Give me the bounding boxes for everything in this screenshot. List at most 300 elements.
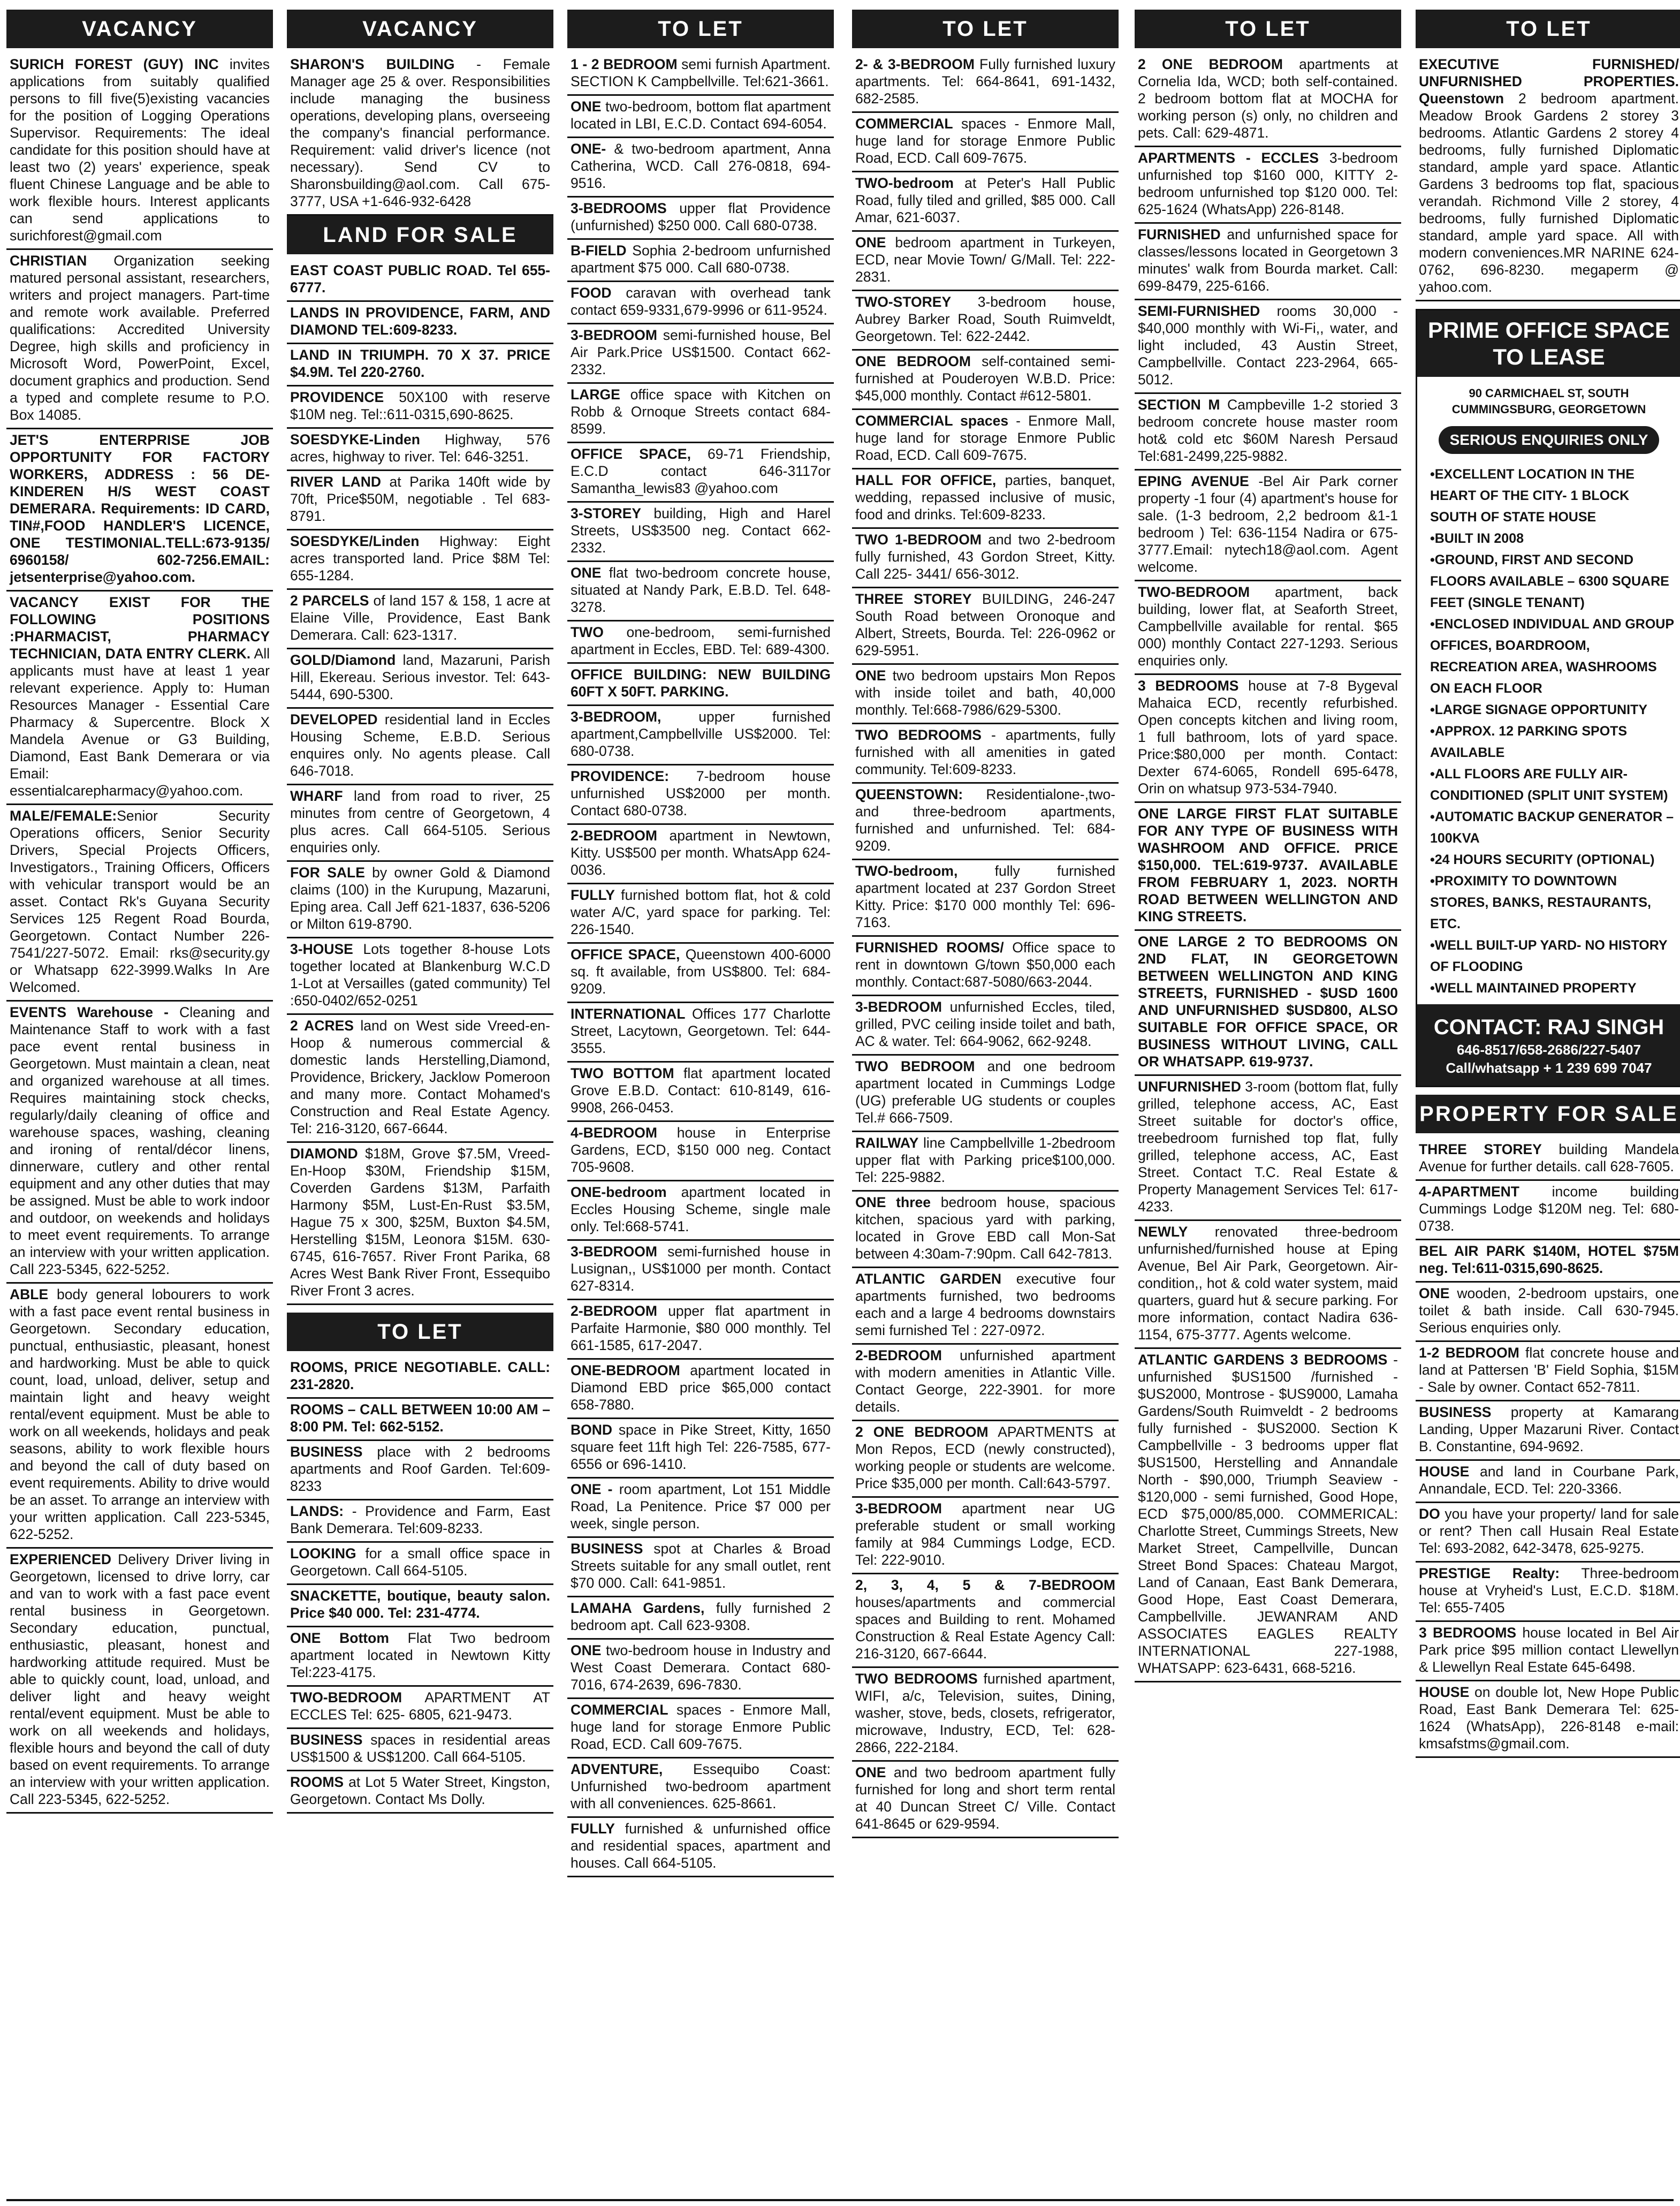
classified-ad <box>6 250 273 429</box>
ad-body: renovated three-bedroom unfurnished/furnished house at Eping Avenue, Bel Air Park, Georgetown. Air-condition,, hot & cold water system, maid quarters, guard hut & secure parking. For more information, contact Nadira 636-1154, 675-3777. Agents welcome. <box>1138 1224 1398 1343</box>
classified-ad <box>852 996 1119 1056</box>
ad-keyword: TWO-BEDROOM <box>1138 584 1250 600</box>
ad-keyword: WHARF <box>290 788 343 804</box>
ad-body: Three-bedroom house at Vryheid's Lust, E.C.D. $18M. Tel: 655-7405 <box>1419 1565 1679 1616</box>
section-header: VACANCY <box>6 10 273 48</box>
ad-keyword: MALE/FEMALE: <box>10 808 117 824</box>
classified-ad <box>287 1399 553 1441</box>
classified-ad <box>852 1192 1119 1268</box>
ad-keyword: 1 - 2 BEDROOM <box>571 56 678 72</box>
column-2 <box>287 10 553 1814</box>
ad-keyword: ONE <box>1419 1285 1450 1301</box>
classified-ad <box>567 825 834 884</box>
classified-ad <box>1416 1283 1680 1342</box>
ad-keyword: ATLANTIC GARDEN <box>855 1271 1002 1287</box>
classified-ad <box>567 324 834 384</box>
serious-enquiries-badge: SERIOUS ENQUIRIES ONLY <box>1439 426 1659 454</box>
promo-feature: •AUTOMATIC BACKUP GENERATOR – 100KVA <box>1430 809 1674 846</box>
ad-body: - apartments, fully furnished with all amenities in gated community. Tel:609-8233. <box>855 727 1115 777</box>
ad-keyword: ONE <box>855 234 886 251</box>
ad-body: Queenstown 400-6000 sq. ft available, from US$800. Tel: 684-9209. <box>571 946 831 997</box>
ad-body: Lots together 8-house Lots together located at Blankenburg W.C.D 1-Lot at Versailles (gated community) Tel :650-0402/652-0251 <box>290 941 550 1009</box>
ad-body: spaces - Enmore Mall, huge land for storage Enmore Public Road, ECD. Call 609-7675. <box>571 1702 831 1752</box>
ad-body: of land 157 & 158, 1 acre at Elaine Ville, Providence, East Bank Demerara. Call: 623-1317. <box>290 593 550 643</box>
ad-body: spaces in residential areas US$1500 & US$1200. Call 664-5105. <box>290 1732 550 1765</box>
ad-keyword: 2 ONE BEDROOM <box>855 1424 989 1440</box>
classified-ad <box>1135 581 1401 675</box>
ad-body: apartment located in Eccles Housing Scheme, single male only. Tel:668-5741. <box>571 1184 831 1234</box>
ad-body: fully furnished apartment located at 237 Gordon Street Kitty. Price: $170 000 monthly Tel: 696-7163. <box>855 863 1115 930</box>
ad-keyword: CHRISTIAN <box>10 253 87 269</box>
ad-keyword: BOND <box>571 1422 613 1438</box>
ad-keyword: ONE <box>855 1764 886 1780</box>
ad-body: Highway, 576 acres, highway to river. Tel: 646-3251. <box>290 431 550 465</box>
ad-keyword: QUEENSTOWN: <box>855 786 963 802</box>
ad-body: -Bel Air Park corner property -1 four (4) apartment's house for sale. (1-3 bedroom, 2,2 bedroom &1-1 bedroom ) Tel: 636-1154 Nadira or 675-3777.Email: nytech18@aol.com. Agent welcome. <box>1138 473 1398 575</box>
ad-keyword: TWO <box>571 624 604 640</box>
ad-body: Organization seeking matured personal assistant, researchers, writers and project managers. Part-time and remote work available. Preferred qualifications: Accredited University Degree, high skills and proficiency in Microsoft Word, PowerPoint, Excel, document graphics and production. Send a typed and complete resume to P.O. Box 14085. <box>10 253 270 423</box>
ad-keyword: DEVELOPED <box>290 711 378 727</box>
ad-body: and land in Courbane Park, Annandale, ECD. Tel: 220-3366. <box>1419 1464 1679 1497</box>
ad-keyword: OFFICE BUILDING: NEW BUILDING 60FT X 50FT. PARKING. <box>571 666 831 700</box>
classified-ad <box>1416 1139 1680 1181</box>
ad-body: and two bedroom apartment fully furnished for long and short term rental at 40 Duncan Street C/ Ville. Contact 641-8645 or 629-9594. <box>855 1764 1115 1832</box>
classified-ad <box>852 588 1119 665</box>
ad-keyword: RAILWAY <box>855 1135 919 1151</box>
ad-keyword: JET'S ENTERPRISE JOB OPPORTUNITY FOR FACTORY WORKERS, ADDRESS : 56 DE-KINDEREN H/S WEST COAST DEMERARA. Requirements: ID CARD, TIN#,FOOD HANDLER'S LICENCE, ONE TESTIMONIAL.TELL:673-9135/ 6960158/ 602-7256.EMAIL: jetsenterprise@yahoo.com. <box>10 432 270 585</box>
ad-body: executive four apartments furnished, two bedrooms each and a large 4 bedrooms downstairs semi furnished Tel : 227-0972. <box>855 1271 1115 1338</box>
classified-ad <box>1416 1622 1680 1681</box>
ad-keyword: SHARON'S BUILDING <box>290 56 455 72</box>
ad-keyword: ONE LARGE FIRST FLAT SUITABLE FOR ANY TYPE OF BUSINESS WITH WASHROOM AND OFFICE. PRICE $150,000. TEL:619-9737. AVAILABLE FROM FEBRUARY 1, 2023. NORTH ROAD BETWEEN WELLINGTON AND KING STREETS. <box>1138 806 1398 924</box>
classified-ad <box>567 562 834 621</box>
ad-body: 2 bedroom apartment. Meadow Brook Gardens 2 storey 3 bedrooms. Atlantic Gardens 2 storey 4 bedrooms, fully furnished Diplomatic standard, ample yard space. Atlantic Gardens 3 bedrooms top flat, spacious verandah. Richmond Ville 2 storey, 4 bedrooms, fully furnished Diplomatic standard, ample yard space. All with modern conveniences.MR NARINE 624-0762, 696-8230. megaperm @ yahoo.com. <box>1419 90 1679 295</box>
classified-ad <box>1416 1401 1680 1461</box>
ad-keyword: OFFICE SPACE, <box>571 946 680 962</box>
classified-ad <box>1416 54 1680 301</box>
classified-ad <box>852 54 1119 113</box>
ad-body: furnished bottom flat, hot & cold water A/C, yard space for parking. Tel: 226-1540. <box>571 887 831 937</box>
classified-ad <box>852 1498 1119 1574</box>
ad-keyword: FURNISHED <box>1138 226 1221 242</box>
promo-feature: •BUILT IN 2008 <box>1430 531 1524 546</box>
ad-body: self-contained semi-furnished at Pouderoyen W.B.D. Price: $45,000 monthly. Contact #612-5801. <box>855 353 1115 404</box>
ad-keyword: OFFICE SPACE, <box>571 446 691 462</box>
ad-keyword: EXECUTIVE FURNISHED/ UNFURNISHED PROPERTIES. Queenstown <box>1419 56 1679 107</box>
ad-keyword: 3-BEDROOM <box>855 1500 942 1517</box>
classified-ad <box>1135 394 1401 471</box>
column-5 <box>1135 10 1401 1682</box>
classified-ad <box>6 429 273 592</box>
ad-keyword: TWO 1-BEDROOM <box>855 532 982 548</box>
ad-keyword: SOESDYKE-Linden <box>290 431 420 448</box>
ad-body: apartment near UG preferable student or small working family at 984 Cummings Lodge, ECD. Tel: 222-9010. <box>855 1500 1115 1568</box>
ad-body: Residentialone-,two-and three-bedroom apartments, furnished and unfurnished. Tel: 684-9209. <box>855 786 1115 854</box>
classified-ad <box>567 1300 834 1360</box>
ad-keyword: 3-HOUSE <box>290 941 353 957</box>
ad-body: Campbeville 1-2 storied 3 bedroom concrete house master room hot& cold etc $60M Naresh Persaud Tel:681-2499,225-9882. <box>1138 397 1398 464</box>
ad-body: line Campbellville 1-2bedroom upper flat with Parking price$100,000. Tel: 225-9882. <box>855 1135 1115 1185</box>
ad-body: two-bedroom, bottom flat apartment located in LBI, E.C.D. Contact 694-6054. <box>571 98 831 132</box>
ad-body: upper flat apartment in Parfaite Harmonie, $80 000 monthly. Tel 661-1585, 617-2047. <box>571 1303 831 1353</box>
classified-ad <box>287 1500 553 1543</box>
classified-ad <box>567 1538 834 1597</box>
ad-keyword: BUSINESS <box>571 1541 643 1557</box>
classified-ad <box>1416 1503 1680 1563</box>
ad-keyword: PROVIDENCE: <box>571 768 670 784</box>
ad-keyword: LOOKING <box>290 1545 356 1561</box>
classified-ad <box>567 621 834 664</box>
ad-body: house located in Bel Air Park price $95 million contact Llewellyn & Llewellyn Real Estate 645-6498. <box>1419 1625 1679 1675</box>
classified-ad <box>1135 931 1401 1076</box>
ad-keyword: LANDS: <box>290 1503 344 1519</box>
ad-body: & two-bedroom apartment, Anna Catherina, WCD. Call 276-0818, 694-9516. <box>571 141 831 191</box>
ad-keyword: THREE STOREY <box>1419 1141 1542 1157</box>
classified-ad <box>287 302 553 344</box>
ad-keyword: VACANCY EXIST FOR THE FOLLOWING POSITIONS :PHARMACIST, PHARMACY TECHNICIAN, DATA ENTRY CLERK. <box>10 594 270 662</box>
ad-body: 3-room (bottom flat, fully grilled, telephone access, AC, East Street suitable for doctor's office, treebedroom furnished top flat, fully grilled, telephone access, AC, East Street. Contact T.C. Real Estate & Property Management Services Tel: 617-4233. <box>1138 1079 1398 1215</box>
classified-ad <box>287 785 553 862</box>
section-header: TO LET <box>1416 10 1680 48</box>
ad-body: Senior Security Operations officers, Senior Security Drivers, Special Projects Officers, Investigators., Training Officers, Officers with vehicular transport would be an asset. Contact Rk's Guyana Security Services 125 Regent Road Bourda, Georgetown. Contact Number 226-7541/227-5072. Email: rks@security.gy or Whatsapp 622-3999.Walks In Are Welcomed. <box>10 808 270 995</box>
ad-body: furnished apartment, WIFI, a/c, Television, suites, Dining, washer, stove, beds, closets, refrigerator, microwave, Industry, ECD, Tel: 628-2866, 222-2184. <box>855 1671 1115 1755</box>
ad-keyword: 3-BEDROOM <box>855 999 942 1015</box>
classified-ad <box>567 1699 834 1758</box>
classified-ad <box>287 709 553 785</box>
classified-ad <box>6 1002 273 1284</box>
ad-keyword: SECTION M <box>1138 397 1220 413</box>
ad-keyword: 2 PARCELS <box>290 593 369 609</box>
ad-keyword: COMMERCIAL <box>855 116 953 132</box>
ad-body: unfurnished Eccles, tiled, grilled, PVC ceiling inside toilet and bath, AC & water. Tel: 664-9062, 662-9248. <box>855 999 1115 1049</box>
ad-body: upper flat Providence (unfurnished) $250 000. Call 680-0738. <box>571 200 831 233</box>
classified-ad <box>567 384 834 443</box>
ad-keyword: NEWLY <box>1138 1224 1188 1240</box>
ad-body: room apartment, Lot 151 Middle Road, La Penitence. Price $7 000 per week, single person. <box>571 1481 831 1532</box>
section-header: TO LET <box>567 10 834 48</box>
ad-body: spaces - Enmore Mall, huge land for storage Enmore Public Road, ECD. Call 609-7675. <box>855 116 1115 166</box>
classified-ad <box>1416 1342 1680 1401</box>
ad-body: 69-71 Friendship, E.C.D contact 646-3117or Samantha_lewis83 @yahoo.com <box>571 446 831 496</box>
classified-ad <box>852 1056 1119 1132</box>
ad-keyword: ROOMS, PRICE NEGOTIABLE. CALL: 231-2820. <box>290 1359 550 1392</box>
classified-ad <box>1135 675 1401 803</box>
promo-feature: •GROUND, FIRST AND SECOND FLOORS AVAILABLE – 6300 SQUARE FEET (SINGLE TENANT) <box>1430 552 1669 610</box>
ad-keyword: FOOD <box>571 285 612 301</box>
ad-keyword: LAMAHA Gardens, <box>571 1600 705 1616</box>
ad-body: house in Enterprise Gardens, ECD, $150 000 neg. Contact 705-9608. <box>571 1125 831 1175</box>
ad-keyword: EAST COAST PUBLIC ROAD. Tel 655-6777. <box>290 262 550 295</box>
ad-body: APARTMENTS at Mon Repos, ECD (newly constructed), working people or students are welcome. Price $35,000 per month. Call:643-5797. <box>855 1424 1115 1491</box>
ad-body: semi furnish Apartment. SECTION K Campbellville. Tel:621-3661. <box>571 56 831 89</box>
ad-body: furnished & unfurnished office and residential spaces, apartment and houses. Call 664-5105. <box>571 1821 831 1871</box>
ad-keyword: 3-BEDROOM, <box>571 709 662 725</box>
ad-keyword: TWO BEDROOMS <box>855 727 982 743</box>
ad-keyword: ONE Bottom <box>290 1630 389 1646</box>
ad-body: office space with Kitchen on Robb & Ornoque Streets contact 684-8599. <box>571 386 831 437</box>
ad-body: caravan with overhead tank contact 659-9331,679-9996 or 611-9524. <box>571 285 831 318</box>
ad-body: Highway: Eight acres transported land. Price $8M Tel: 655-1284. <box>290 533 550 583</box>
classified-ad <box>287 386 553 429</box>
ad-body: 50X100 with reserve $10M neg. Tel::611-0315,690-8625. <box>290 389 550 422</box>
ad-body: upper furnished apartment,Campbellville US$2000. Tel: 680-0738. <box>571 709 831 759</box>
ad-body: house at 7-8 Bygeval Mahaica ECD, recently refurbished. Open concepts kitchen and living room, 1 full bathroom, lots of yard space. Price:$80,000 per month. Contact: Dexter 674-6065, Rondell 695-6478, Orin on whatsup 973-534-7940. <box>1138 678 1398 797</box>
promo-feature: •APPROX. 12 PARKING SPOTS AVAILABLE <box>1430 724 1628 760</box>
classified-ad <box>567 1241 834 1300</box>
classified-ad <box>287 530 553 590</box>
ad-keyword: ATLANTIC GARDENS 3 BEDROOMS <box>1138 1352 1388 1368</box>
classified-ad <box>567 944 834 1003</box>
classified-ad <box>6 592 273 805</box>
ad-keyword: DIAMOND <box>290 1146 358 1162</box>
classified-ad <box>852 665 1119 724</box>
office-space-display-ad <box>1416 309 1680 1087</box>
ad-keyword: ONE <box>571 565 602 581</box>
contact-phones: 646-8517/658-2686/227-5407 <box>1456 1042 1641 1058</box>
ad-keyword: RIVER LAND <box>290 474 382 490</box>
section-header: TO LET <box>287 1313 553 1351</box>
classified-ad <box>567 1640 834 1699</box>
promo-feature: •ENCLOSED INDIVIDUAL AND GROUP OFFICES, BOARDROOM, RECREATION AREA, WASHROOMS ON EACH FLOOR <box>1430 617 1674 696</box>
ad-keyword: 4-BEDROOM <box>571 1125 657 1141</box>
ad-body: Fully furnished luxury apartments. Tel: 664-8641, 691-1432, 682-2585. <box>855 56 1115 107</box>
ad-body: - unfurnished $US1500 /furnished - $US2000, Montrose - $US9000, Lamaha Gardens/South Ruimveldt - 2 bedrooms fully furnished - $US2000. Section K Campbellville - 3 bedrooms upper flat $US1500, Herstelling and Annandale North - $90,000, Triumph Seaview - $120,000 - semi furnished, Good Hope, ECD $75,000/85,000. COMMERICAL: Charlotte Street, Cummings Streets, New Market Street, Campellville, Duncan Street Bond Spaces: Chateau Margot, Land of Canaan, East Bank Demerara, Good Hope, East Coast Demerara, Campbellville. JEWANRAM AND ASSOCIATES EAGLES REALTY INTERNATIONAL 227-1988, WHATSAPP: 623-6431, 668-5216. <box>1138 1352 1398 1676</box>
ad-keyword: 3 BEDROOMS <box>1138 678 1239 694</box>
ad-body: at Parika 140ft wide by 70ft, Price$50M, negotiable . Tel 683-8791. <box>290 474 550 524</box>
ad-keyword: DO <box>1419 1506 1440 1522</box>
ad-keyword: ONE- <box>571 141 606 157</box>
ad-body: apartment, back building, lower flat, at Seaforth Street, Campbellville available for rental. $65 000) monthly Contact 227-1293. Serious enquiries only. <box>1138 584 1398 669</box>
ad-body: Cleaning and Maintenance Staff to work with a fast pace event rental business in Georgetown. Must maintain a clean, neat and organized warehouse at all times. Requires maintaining stock checks, regularly/daily cleaning of office and warehouse spaces, washing, cleaning and ironing of rental/décor linens, dinnerware, cutlery and other rental equipment and any other duties that may be assigned. Must be able to work indoor and outdoor, on weekends and holidays to meet event requirements. To arrange an interview with your written application. Call 223-5345, 622-5252. <box>10 1004 270 1277</box>
ad-body: two-bedroom house in Industry and West Coast Demerara. Contact 680-7016, 674-2639, 696-7830. <box>571 1642 831 1693</box>
ad-keyword: THREE STOREY <box>855 591 972 607</box>
classified-ad <box>852 291 1119 351</box>
ad-keyword: FOR SALE <box>290 865 365 881</box>
ad-keyword: TWO-STOREY <box>855 294 952 310</box>
classified-ad <box>852 469 1119 529</box>
ad-keyword: 2-BEDROOM <box>855 1347 942 1363</box>
ad-body: and two 2-bedroom fully furnished, 43 Gordon Street, Kitty. Call 225- 3441/ 656-3012. <box>855 532 1115 582</box>
ad-keyword: GOLD/Diamond <box>290 652 396 668</box>
classified-ad <box>287 649 553 709</box>
classified-ad <box>287 1687 553 1729</box>
ad-body: apartments at Cornelia Ida, WCD; both self-contained. 2 bedroom bottom flat at MOCHA for working person (s) only, no children and pets. Call: 629-4871. <box>1138 56 1398 141</box>
classified-ad <box>1416 1563 1680 1622</box>
ad-body: space in Pike Street, Kitty, 1650 square feet 11ft high Tel: 226-7585, 677-6556 or 696-1410. <box>571 1422 831 1472</box>
classified-ad <box>287 1543 553 1585</box>
ad-keyword: ONE <box>571 1642 602 1658</box>
ad-keyword: 1-2 BEDROOM <box>1419 1345 1519 1361</box>
ad-body: - Enmore Mall, huge land for storage Enmore Public Road, ECD. Call 609-7675. <box>855 413 1115 463</box>
ad-keyword: ONE-BEDROOM <box>571 1362 680 1378</box>
promo-feature: •EXCELLENT LOCATION IN THE HEART OF THE CITY- 1 BLOCK SOUTH OF STATE HOUSE <box>1430 467 1635 525</box>
ad-body: wooden, 2-bedroom upstairs, one toilet & bath inside. Call 630-7945. Serious enquiries only. <box>1419 1285 1679 1336</box>
ad-body: for a small office space in Georgetown. Call 664-5105. <box>290 1545 550 1579</box>
ad-keyword: TWO-BEDROOM <box>290 1689 402 1705</box>
ad-body: Delivery Driver living in Georgetown, licensed to drive lorry, car and van to work with a fast pace event rental business in Georgetown. Secondary education, punctual, enthusiastic, pleasant, honest and hardworking attitude required. Must be able to quickly count, load, unload, and deliver light and heavy weight rental/event equipment. Must be able to work on all weekends and holidays, flexible hours and beyond the call of duty based on event requirements. To arrange an interview with your written application. Call 223-5345, 622-5252. <box>10 1551 270 1807</box>
ad-keyword: APARTMENTS - ECCLES <box>1138 150 1319 166</box>
section-header: PROPERTY FOR SALE <box>1416 1095 1680 1133</box>
column-4 <box>852 10 1119 1838</box>
ad-keyword: ADVENTURE, <box>571 1761 663 1777</box>
ad-body: All applicants must have at least 1 year relevant experience. Apply to: Human Resources Manager - Essential Care Pharmacy & Supercentre. Block X Mandela Avenue or G3 Building, Diamond, East Bank Demerara or via Email: essentialcarepharmacy@yahoo.com. <box>10 646 270 799</box>
ad-body: land on West side Vreed-en-Hoop & numerous commercial & domestic lands Herstelling,Diamond, Providence, Brickery, Jacklow Pomeroon and many more. Contact Mohamed's Construction and Real Estate Agency. Tel: 216-3120, 667-6644. <box>290 1018 550 1136</box>
classified-ad <box>567 1419 834 1479</box>
ad-keyword: TWO-bedroom <box>855 175 954 191</box>
column-1 <box>6 10 273 1814</box>
ad-keyword: 3-STOREY <box>571 505 642 521</box>
contact-name: CONTACT: RAJ SINGH <box>1433 1015 1664 1039</box>
ad-body: Offices 177 Charlotte Street, Lacytown, Georgetown. Tel: 644-3555. <box>571 1006 831 1056</box>
section-header: TO LET <box>852 10 1119 48</box>
ad-keyword: UNFURNISHED <box>1138 1079 1241 1095</box>
ad-body: Flat Two bedroom apartment located in Newtown Kitty Tel:223-4175. <box>290 1630 550 1680</box>
ad-body: houses/apartments and commercial spaces and Building to rent. Mohamed Construction & Real Estate Agency Call: 216-3120, 667-6644. <box>855 1594 1115 1662</box>
classified-ad <box>1416 1240 1680 1283</box>
classified-ad <box>287 1441 553 1500</box>
classified-ad <box>287 471 553 530</box>
classified-ad <box>852 351 1119 410</box>
ad-body: - Female Manager age 25 & over. Responsibilities include managing the business operations, developing plans, overseeing the company's financial performance. Requirement: valid driver's licence (not necessary). Send CV to Sharonsbuilding@aol.com. Call 675-3777, USA +1-646-932-6428 <box>290 56 550 209</box>
ad-keyword: 2 ONE BEDROOM <box>1138 56 1283 72</box>
ad-body: - Providence and Farm, East Bank Demerara. Tel:609-8233. <box>290 1503 550 1536</box>
classified-ad <box>1135 147 1401 224</box>
classified-ad <box>567 503 834 562</box>
classified-ad <box>852 172 1119 232</box>
ad-keyword: SOESDYKE/Linden <box>290 533 420 549</box>
ad-keyword: ONE BEDROOM <box>855 353 971 369</box>
ad-body: flat concrete house and land at Pattersen 'B' Field Sophia, $15M - Sale by owner. Contact 652-7811. <box>1419 1345 1679 1395</box>
ad-keyword: ONE <box>855 668 886 684</box>
ad-body: two bedroom upstairs Mon Repos with inside toilet and bath, 40,000 monthly. Tel:668-7986/629-5300. <box>855 668 1115 718</box>
ad-keyword: FULLY <box>571 887 615 903</box>
ad-body: residential land in Eccles Housing Scheme, E.B.D. Serious enquires only. No agents please. Call 646-7018. <box>290 711 550 779</box>
classified-ad <box>852 1668 1119 1762</box>
classified-ad <box>287 1356 553 1399</box>
promo-feature: •PROXIMITY TO DOWNTOWN STORES, BANKS, RESTAURANTS, ETC. <box>1430 874 1652 931</box>
ad-keyword: HOUSE <box>1419 1464 1470 1480</box>
ad-body: building Mandela Avenue for further details. call 628-7605. <box>1419 1141 1679 1174</box>
ad-keyword: 3-BEDROOMS <box>571 200 667 216</box>
classified-ad <box>6 54 273 250</box>
classified-ad <box>567 282 834 324</box>
classified-ad <box>567 1597 834 1640</box>
ad-keyword: 3-BEDROOM <box>571 327 657 343</box>
classified-ad <box>567 884 834 944</box>
ad-body: one-bedroom, semi-furnished apartment in Eccles, EBD. Tel: 689-4300. <box>571 624 831 657</box>
ad-keyword: BUSINESS <box>1419 1404 1492 1420</box>
ad-keyword: FULLY <box>571 1821 615 1837</box>
classified-ad <box>567 198 834 240</box>
promo-feature: •WELL BUILT-UP YARD- NO HISTORY OF FLOODING <box>1430 938 1668 974</box>
classified-ad <box>852 410 1119 469</box>
promo-address: 90 CARMICHAEL ST, SOUTH CUMMINGSBURG, GEORGETOWN <box>1451 386 1646 416</box>
classified-ad <box>287 54 553 216</box>
section-header: LAND FOR SALE <box>287 216 553 254</box>
ad-keyword: ONE <box>571 98 602 115</box>
ad-body: Sophia 2-bedroom unfurnished apartment $75 000. Call 680-0738. <box>571 242 831 276</box>
ad-body: bedroom house, spacious kitchen, spacious yard with parking, located in Grove EBD call Mon-Sat between 4:30am-7:90pm. Call 642-7813. <box>855 1194 1115 1262</box>
ad-keyword: PROVIDENCE <box>290 389 384 405</box>
classified-ad <box>287 1627 553 1687</box>
ad-body: land from road to river, 25 minutes from centre of Georgetown, 4 plus acres. Call 664-5105. Serious enquiries only. <box>290 788 550 855</box>
ad-keyword: BUSINESS <box>290 1444 363 1460</box>
classified-ad <box>567 1003 834 1063</box>
classified-ad <box>567 138 834 198</box>
classified-ad <box>287 1729 553 1771</box>
ad-body: $18M, Grove $7.5M, Vreed-En-Hoop $30M, Friendship $15M, Coverden Gardens $13M, Parfaith Harmony $5M, Lust-En-Rust $3.5M, Hague 75 x 300, $25M, Buxton $4.5M, Herstelling $15M, Leonora $15M. 630-6745, 616-7657. River Front Parika, 68 Acres West Bank River Front, Essequibo River Front 3 acres. <box>290 1146 550 1299</box>
ad-keyword: 2 ACRES <box>290 1018 354 1034</box>
classified-ad <box>852 529 1119 588</box>
classified-ad <box>1416 1181 1680 1240</box>
column-3 <box>567 10 834 1877</box>
classified-ad <box>1416 1681 1680 1758</box>
ad-keyword: 2-BEDROOM <box>571 828 657 844</box>
ad-keyword: SEMI-FURNISHED <box>1138 303 1260 319</box>
ad-keyword: COMMERCIAL <box>571 1702 668 1718</box>
ad-body: semi-furnished house, Bel Air Park.Price US$1500. Contact 662-2332. <box>571 327 831 377</box>
classified-ad <box>287 1771 553 1814</box>
classified-ad <box>287 429 553 471</box>
ad-keyword: 3 BEDROOMS <box>1419 1625 1517 1641</box>
classified-ad <box>287 862 553 938</box>
ad-keyword: ROOMS – CALL BETWEEN 10:00 AM – 8:00 PM. Tel: 662-5152. <box>290 1401 550 1435</box>
column-6 <box>1416 10 1680 1758</box>
classified-ad <box>6 805 273 1002</box>
ad-keyword: EXPERIENCED <box>10 1551 111 1567</box>
classified-ad <box>287 344 553 386</box>
classified-ad <box>852 1762 1119 1838</box>
promo-feature: •ALL FLOORS ARE FULLY AIR-CONDITIONED (SPLIT UNIT SYSTEM) <box>1430 767 1668 803</box>
ad-keyword: FURNISHED ROOMS/ <box>855 939 1004 956</box>
ad-keyword: ONE three <box>855 1194 931 1210</box>
classified-ad <box>567 1479 834 1538</box>
ad-keyword: ROOMS <box>290 1774 344 1790</box>
classified-ad <box>852 1574 1119 1668</box>
page-bottom-rule <box>6 2199 1674 2201</box>
ad-keyword: TWO BEDROOM <box>855 1058 975 1074</box>
ad-body: bedroom apartment in Turkeyen, ECD, near Movie Town/ G/Mall. Tel: 222-2831. <box>855 234 1115 285</box>
classified-ad <box>6 1284 273 1549</box>
ad-keyword: 2, 3, 4, 5 & 7-BEDROOM <box>855 1577 1115 1593</box>
classified-ad <box>852 1345 1119 1421</box>
ad-keyword: EPING AVENUE <box>1138 473 1249 489</box>
classified-ad <box>852 1268 1119 1345</box>
ad-body: fully furnished 2 bedroom apt. Call 623-9308. <box>571 1600 831 1633</box>
ad-keyword: HALL FOR OFFICE, <box>855 472 997 488</box>
classified-ad <box>567 1122 834 1181</box>
ad-keyword: 4-APARTMENT <box>1419 1184 1519 1200</box>
ad-body: at Peter's Hall Public Road, fully tiled and grilled, $85 000. Call Amar, 621-6037. <box>855 175 1115 225</box>
ad-body: 3-bedroom house, Aubrey Barker Road, South Ruimveldt, Georgetown. Tel: 622-2442. <box>855 294 1115 344</box>
ad-body: income building Cummings Lodge $120M neg. Tel: 680-0738. <box>1419 1184 1679 1234</box>
promo-feature: •24 HOURS SECURITY (OPTIONAL) <box>1430 852 1655 867</box>
classified-ad <box>287 1143 553 1305</box>
ad-body: BUILDING, 246-247 South Road between Oronoque and Albert, Streets, Bourda. Tel: 226-0962 or 629-5951. <box>855 591 1115 658</box>
ad-body: parties, banquet, wedding, repassed inclusive of music, food and drinks. Tel:609-8233. <box>855 472 1116 522</box>
ad-keyword: PRESTIGE Realty: <box>1419 1565 1560 1581</box>
ad-keyword: COMMERCIAL spaces <box>855 413 1009 429</box>
ad-keyword: EVENTS Warehouse - <box>10 1004 169 1020</box>
ad-keyword: BUSINESS <box>290 1732 363 1748</box>
classified-ad <box>1135 300 1401 394</box>
classified-ad <box>852 1421 1119 1498</box>
classified-ad <box>1135 54 1401 147</box>
classified-ad <box>1135 1349 1401 1682</box>
ad-keyword: B-FIELD <box>571 242 627 259</box>
ad-body: spot at Charles & Broad Streets suitable for any small outlet, rent $70 000. Call: 641-9851. <box>571 1541 831 1591</box>
classified-ad <box>1135 1221 1401 1349</box>
